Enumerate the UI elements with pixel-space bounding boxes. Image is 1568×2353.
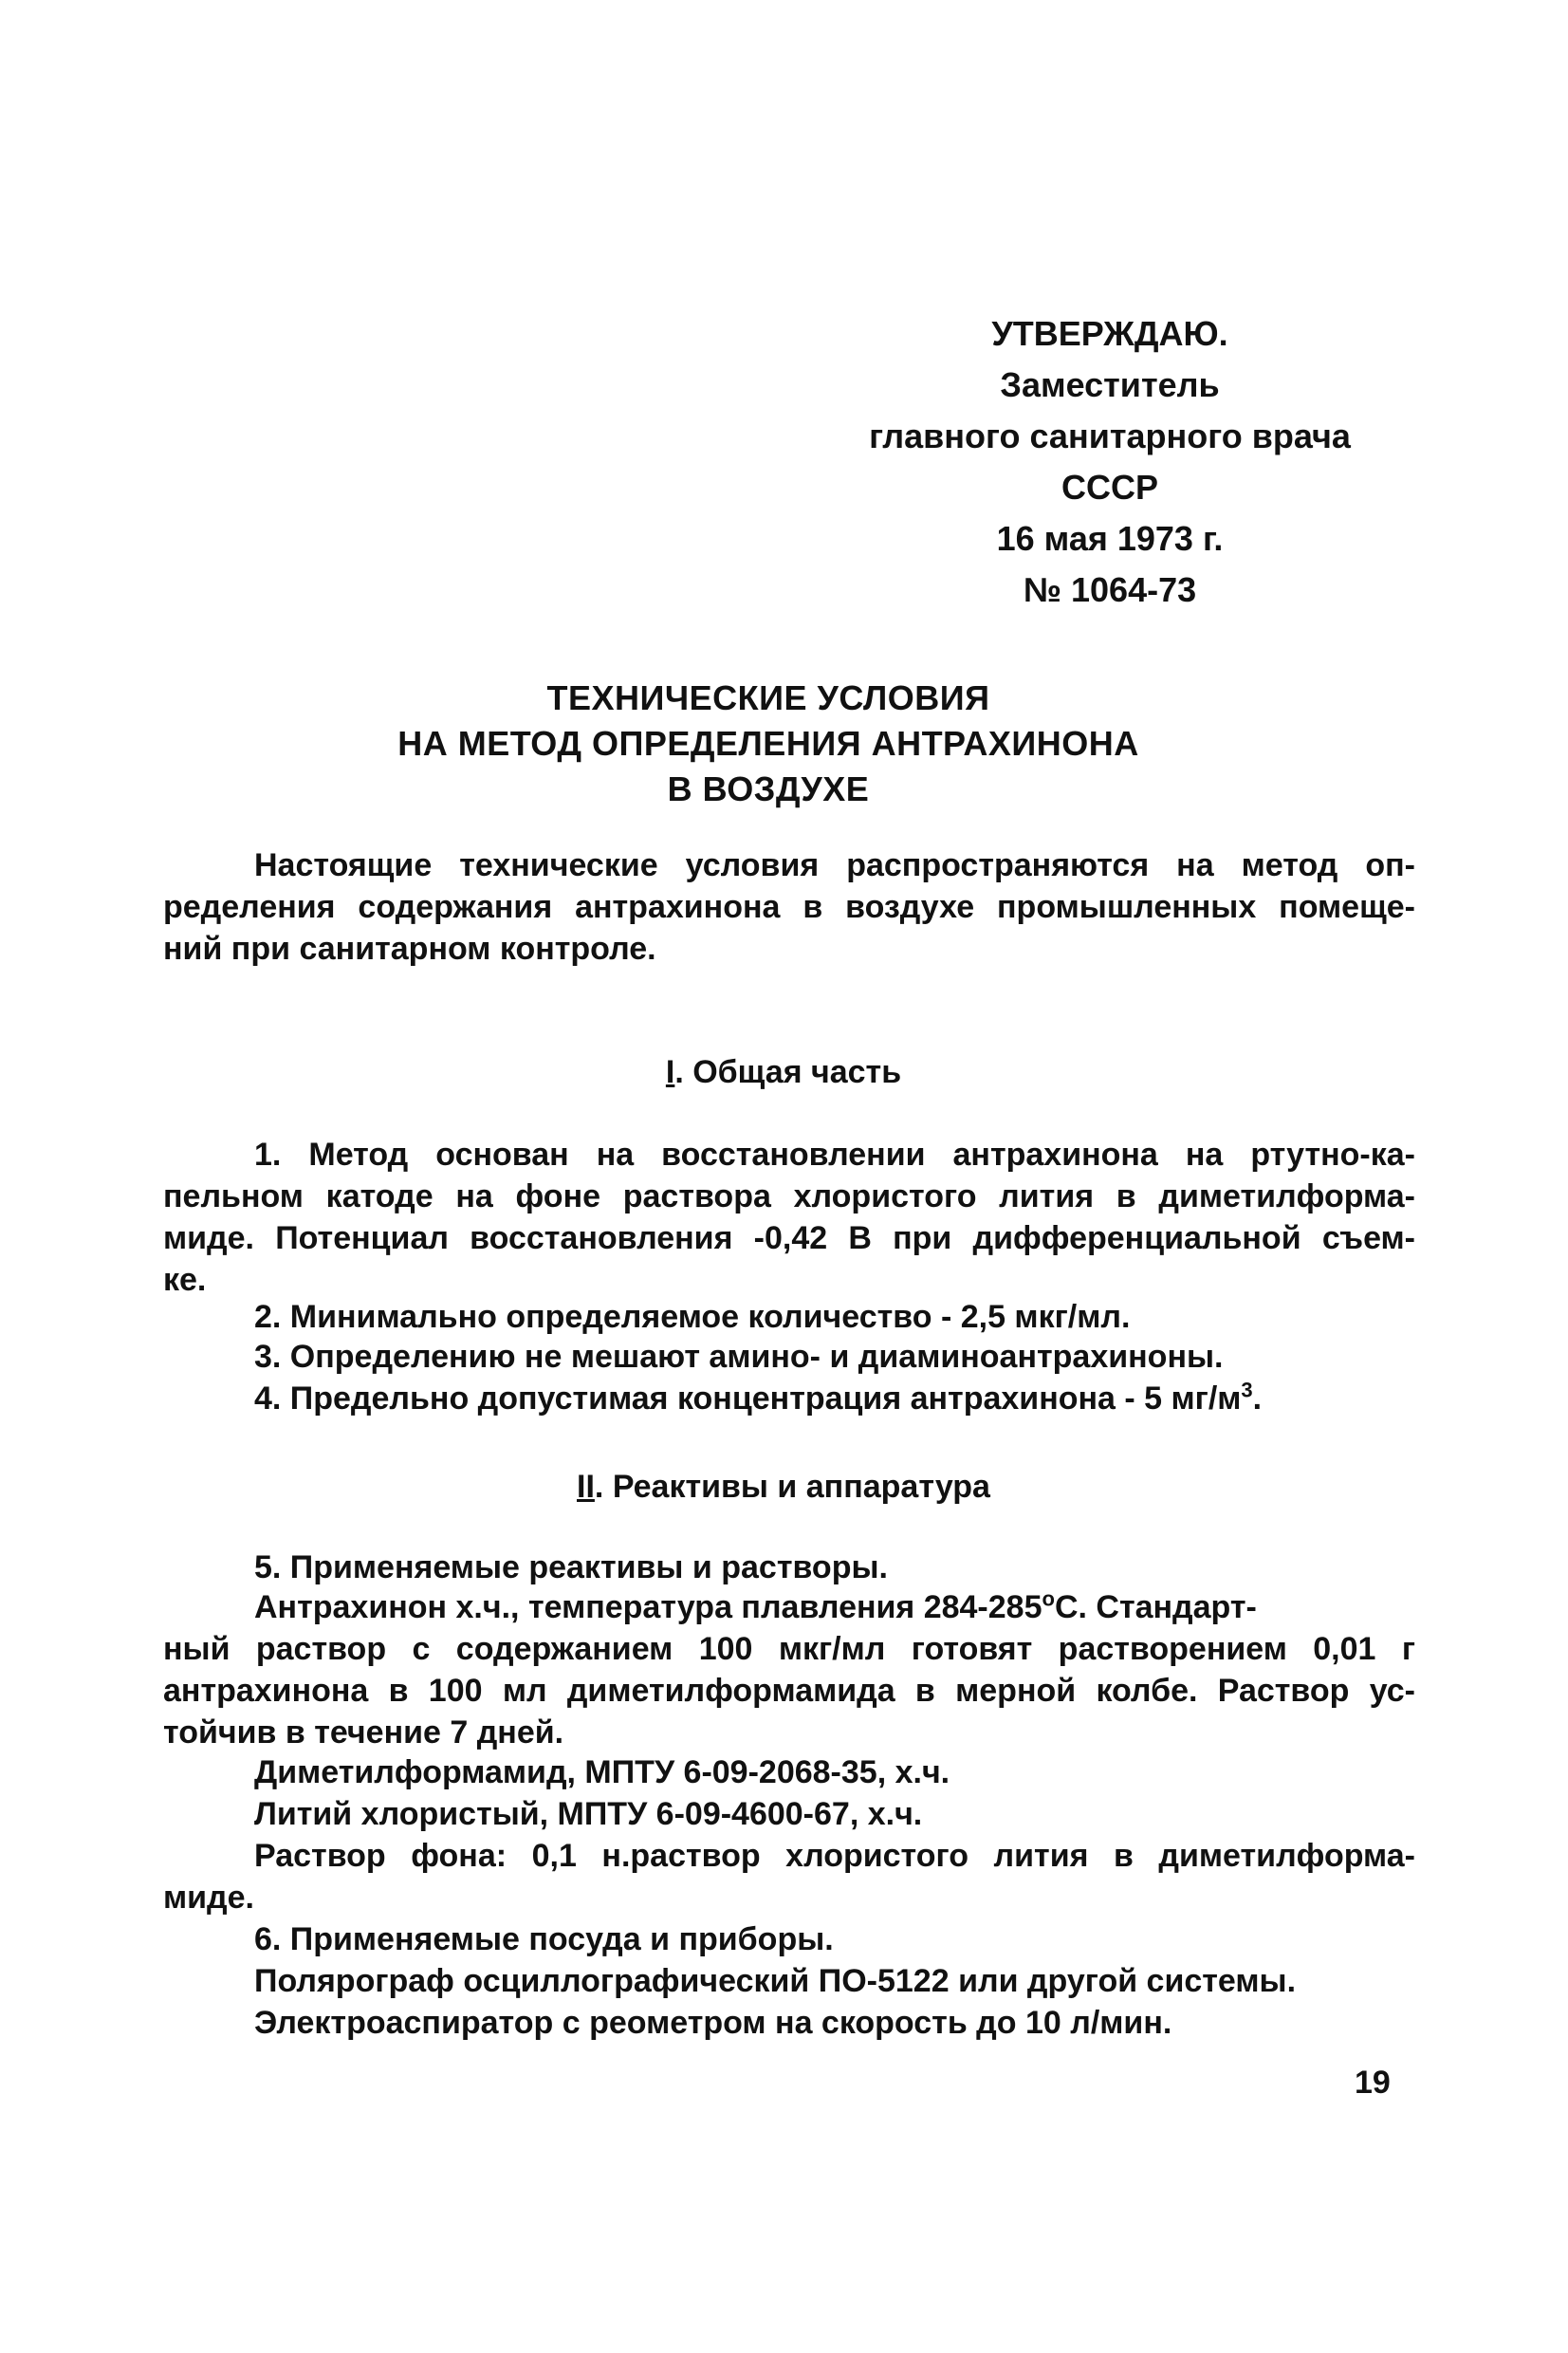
- aspirator-line: Электроаспиратор с реометром на скорость до 10 л/мин.: [254, 2005, 1172, 2041]
- section-1-heading: [309, 1051, 1258, 1093]
- intro-line: Настоящие технические условия распространяются на метод оп-: [254, 847, 1415, 883]
- item-4-text: 4. Предельно допустимая концентрация антрахинона - 5 мг/м: [254, 1380, 1242, 1417]
- licl-line: Литий хлористый, МПТУ 6-09-4600-67, х.ч.: [254, 1796, 923, 1832]
- anthraquinone-line: [163, 1586, 1415, 1628]
- section-1-roman: I: [665, 1054, 675, 1090]
- anthraquinone-line: ный раствор с содержанием 100 мкг/мл готовят растворением 0,01 г: [163, 1631, 1415, 1667]
- degree-superscript: о: [1042, 1586, 1055, 1611]
- section-2-heading: [309, 1466, 1258, 1508]
- background-solution-paragraph: [163, 1835, 1415, 1918]
- item-1-paragraph: [163, 1134, 1415, 1301]
- item-1-line: пельном катоде на фоне раствора хлористого лития в диметилформа-: [163, 1178, 1415, 1214]
- background-line: Раствор фона: 0,1 н.раствор хлористого лития в диметилформа-: [254, 1838, 1415, 1874]
- approval-title: главного санитарного врача: [869, 417, 1351, 455]
- approval-date: 16 мая 1973 г.: [996, 519, 1224, 558]
- approval-block: [816, 308, 1404, 616]
- anthraquinone-paragraph: [163, 1586, 1415, 1753]
- item-6: 6. Применяемые посуда и приборы.: [254, 1921, 834, 1957]
- polarograph-line: Полярограф осциллографический ПО-5122 или другой системы.: [254, 1963, 1297, 1999]
- anthraquinone-text-a: Антрахинон х.ч., температура плавления 284-285: [254, 1589, 1042, 1625]
- section-1-title: . Общая часть: [674, 1054, 902, 1090]
- title-line-3: В ВОЗДУХЕ: [667, 769, 870, 808]
- item-1-line: ке.: [163, 1262, 207, 1298]
- item-5: 5. Применяемые реактивы и растворы.: [254, 1549, 888, 1585]
- approval-number: № 1064-73: [1023, 570, 1197, 609]
- anthraquinone-text-b: С. Стандарт-: [1054, 1589, 1257, 1625]
- item-1-line: 1. Метод основан на восстановлении антрахинона на ртутно-ка-: [254, 1137, 1415, 1173]
- background-line: миде.: [163, 1880, 254, 1916]
- anthraquinone-line: антрахинона в 100 мл диметилформамида в мерной колбе. Раствор ус-: [163, 1673, 1415, 1709]
- item-4: [254, 1378, 1262, 1419]
- intro-line: ний при санитарном контроле.: [163, 931, 656, 967]
- intro-line: ределения содержания антрахинона в воздухе промышленных помеще-: [163, 889, 1415, 925]
- item-3: 3. Определению не мешают амино- и диаминоантрахиноны.: [254, 1339, 1224, 1375]
- title-line-2: НА МЕТОД ОПРЕДЕЛЕНИЯ АНТРАХИНОНА: [397, 724, 1139, 763]
- item-4-superscript: 3: [1241, 1378, 1253, 1402]
- item-4-end: .: [1252, 1380, 1263, 1417]
- dmf-line: Диметилформамид, МПТУ 6-09-2068-35, х.ч.: [254, 1754, 950, 1790]
- item-1-line: миде. Потенциал восстановления -0,42 В при дифференциальной съем-: [163, 1220, 1415, 1256]
- section-2-roman: II: [577, 1469, 595, 1505]
- intro-paragraph: [163, 844, 1415, 970]
- section-2-title: . Реактивы и аппаратура: [594, 1469, 990, 1505]
- approval-position: Заместитель: [1000, 365, 1220, 404]
- anthraquinone-line: тойчив в течение 7 дней.: [163, 1714, 564, 1751]
- page-number: 19: [1355, 2065, 1391, 2101]
- approval-heading: УТВЕРЖДАЮ.: [991, 314, 1228, 353]
- item-2: 2. Минимально определяемое количество - 2,5 мкг/мл.: [254, 1299, 1131, 1335]
- title-line-1: ТЕХНИЧЕСКИЕ УСЛОВИЯ: [546, 678, 990, 717]
- document-title: [285, 676, 1252, 812]
- approval-country: СССР: [1061, 468, 1158, 507]
